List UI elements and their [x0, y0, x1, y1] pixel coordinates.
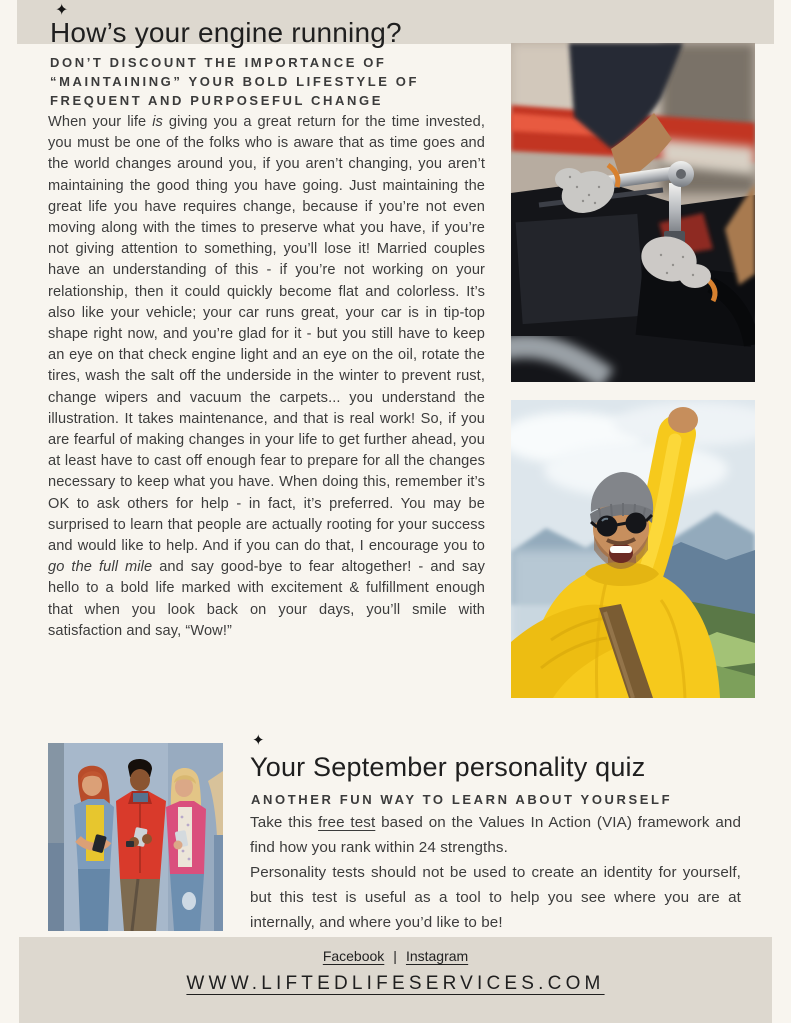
- free-test-link[interactable]: free test: [318, 814, 376, 831]
- photo-group-friends: [48, 743, 223, 931]
- group-illustration: [48, 743, 223, 931]
- website-link[interactable]: WWW.LIFTEDLIFESERVICES.COM: [186, 973, 605, 994]
- social-separator: |: [393, 948, 397, 964]
- article2-title: Your September personality quiz: [250, 752, 646, 782]
- body2-seg2: based on the Values In Action (VIA) framework and find how you rank within 24 strengths.: [250, 814, 741, 856]
- social-links: [323, 948, 468, 964]
- body2-seg1: Take this: [250, 814, 319, 831]
- body2-seg3: Personality tests should not be used to create an identity for yourself, but this test is useful as a tool to help you see where you are at internally, and where you’d like to be!: [250, 864, 741, 931]
- body1-italic2: go the full mile: [48, 559, 153, 576]
- selfie-illustration: [511, 400, 755, 698]
- sparkle-icon: ✦: [252, 732, 265, 749]
- photo-selfie: [511, 400, 755, 698]
- article1-subtitle-line1: DON’T DISCOUNT THE IMPORTANCE OF: [50, 55, 387, 70]
- article1-body: [48, 112, 485, 642]
- body1-italic1: is: [152, 114, 163, 130]
- body1-seg1: When your life: [48, 114, 153, 130]
- article2-subtitle-line: ANOTHER FUN WAY TO LEARN ABOUT YOURSELF: [251, 792, 673, 807]
- article2-body: [250, 810, 741, 935]
- sparkle-icon: ✦: [55, 2, 69, 19]
- article1-subtitle-line3: FREQUENT AND PURPOSEFUL CHANGE: [50, 93, 383, 108]
- photo-mechanic: [511, 43, 755, 382]
- article1-subtitle: [50, 53, 419, 110]
- body1-seg3: and say good-bye to fear altogether! - and say hello to a bold life marked with excitement & fulfillment enough that when you look back on your days, you’ll smile with satisfaction and say, “Wow!”: [48, 559, 485, 639]
- article1-title: How’s your engine running?: [50, 17, 402, 48]
- body1-seg2: giving you a great return for the time invested, you must be one of the folks who is aware that as time goes and the world changes around you, if you aren’t changing, you aren’t maintaining the good thing you have going. Just maintaining the great life you have requires change, because if you’re not even moving along with the times to preserve what you have, if you’re not giving attention to something, you’ll lose it! Married couples have an understanding of this - if you’re not working on your relationship, then it could quickly become flat and colorless. It’s also like your vehicle; your car runs great, your car is in tip-top shape right now, and you’re glad for it - but you still have to keep an eye on that check engine light and an eye on the oil, rotate the tires, wash the salt off the underside in the winter to prevent rust, change wipers and vacuum the carpets... you understand the illustration. It takes maintenance, and that is real work! So, if you are fearful of making changes in your life to get further ahead, you at least have to cast off enough fear to prepare for all the changes necessary to keep what you have. When doing this, remember it’s OK to ask others for help - in fact, it’s preferred. You may be surprised to learn that people are actually rooting for your success and would like to help. And if you can do that, I encourage you to: [48, 114, 485, 555]
- mechanic-illustration: [511, 43, 755, 382]
- article2-subtitle: [251, 790, 672, 809]
- facebook-link[interactable]: Facebook: [322, 948, 385, 964]
- instagram-link[interactable]: Instagram: [405, 948, 469, 964]
- article1-subtitle-line2: “MAINTAINING” YOUR BOLD LIFESTYLE OF: [50, 74, 420, 89]
- footer-band: [19, 937, 772, 1023]
